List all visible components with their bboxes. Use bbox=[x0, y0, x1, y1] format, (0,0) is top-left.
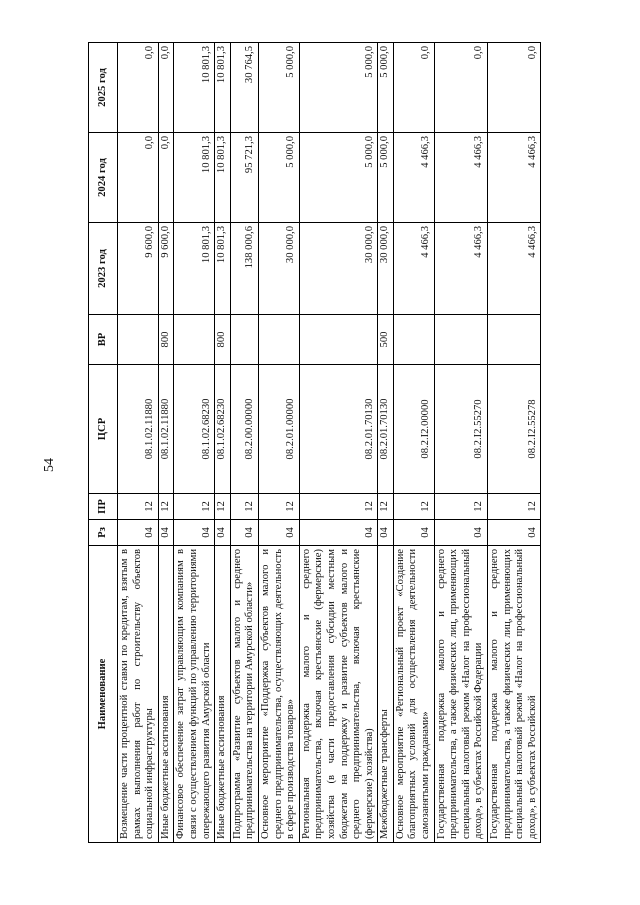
row-2023: 138 000,6 bbox=[230, 223, 258, 315]
row-rz: 04 bbox=[158, 520, 174, 546]
row-name: Иные бюджетные ассигнования bbox=[215, 546, 231, 843]
row-2025: 0,0 bbox=[158, 43, 174, 133]
row-vr bbox=[299, 315, 378, 365]
row-rz: 04 bbox=[174, 520, 215, 546]
header-csr: ЦСР bbox=[89, 365, 118, 494]
row-2024: 4 466,3 bbox=[393, 133, 434, 223]
row-pr: 12 bbox=[174, 494, 215, 520]
row-2025: 30 764,5 bbox=[230, 43, 258, 133]
row-2023: 9 600,0 bbox=[118, 223, 159, 315]
row-2025: 0,0 bbox=[488, 43, 541, 133]
row-rz: 04 bbox=[434, 520, 487, 546]
row-csr: 08.1.02.11880 bbox=[118, 365, 159, 494]
row-2023: 4 466,3 bbox=[488, 223, 541, 315]
row-2024: 10 801,3 bbox=[215, 133, 231, 223]
row-pr: 12 bbox=[299, 494, 378, 520]
row-2023: 4 466,3 bbox=[393, 223, 434, 315]
header-name: Наименование bbox=[89, 546, 118, 843]
row-2023: 10 801,3 bbox=[174, 223, 215, 315]
row-csr: 08.2.I2.00000 bbox=[393, 365, 434, 494]
row-csr: 08.2.I2.55270 bbox=[434, 365, 487, 494]
row-pr: 12 bbox=[158, 494, 174, 520]
header-2025: 2025 год bbox=[89, 43, 118, 133]
table-header-row bbox=[89, 43, 118, 843]
row-2023: 30 000,0 bbox=[258, 223, 299, 315]
row-pr: 12 bbox=[378, 494, 394, 520]
table-row bbox=[158, 43, 174, 843]
table-row bbox=[393, 43, 434, 843]
header-pr: ПР bbox=[89, 494, 118, 520]
row-pr: 12 bbox=[118, 494, 159, 520]
row-csr: 08.2.00.00000 bbox=[230, 365, 258, 494]
row-csr: 08.2.01.70130 bbox=[378, 365, 394, 494]
row-pr: 12 bbox=[215, 494, 231, 520]
row-csr: 08.1.02.68230 bbox=[174, 365, 215, 494]
row-name: Иные бюджетные ассигнования bbox=[158, 546, 174, 843]
row-2023: 30 000,0 bbox=[378, 223, 394, 315]
row-2023: 9 600,0 bbox=[158, 223, 174, 315]
row-csr: 08.1.02.68230 bbox=[215, 365, 231, 494]
table-row bbox=[215, 43, 231, 843]
row-2023: 30 000,0 bbox=[299, 223, 378, 315]
row-2025: 10 801,3 bbox=[174, 43, 215, 133]
row-pr: 12 bbox=[230, 494, 258, 520]
row-2025: 10 801,3 bbox=[215, 43, 231, 133]
row-2025: 0,0 bbox=[434, 43, 487, 133]
header-2024: 2024 год bbox=[89, 133, 118, 223]
row-2024: 5 000,0 bbox=[378, 133, 394, 223]
row-rz: 04 bbox=[299, 520, 378, 546]
row-rz: 04 bbox=[488, 520, 541, 546]
header-vr: ВР bbox=[89, 315, 118, 365]
row-vr bbox=[488, 315, 541, 365]
row-2024: 5 000,0 bbox=[258, 133, 299, 223]
header-rz: Рз bbox=[89, 520, 118, 546]
page-number: 54 bbox=[42, 458, 57, 472]
row-name: Финансовое обеспечение затрат управляющим компаниям в связи с осуществлением функций по управлению территориями опережающего развития Амурской области bbox=[174, 546, 215, 843]
table-row bbox=[299, 43, 378, 843]
budget-table bbox=[88, 42, 541, 843]
row-2025: 5 000,0 bbox=[378, 43, 394, 133]
row-vr: 800 bbox=[215, 315, 231, 365]
rotated-table-container bbox=[88, 43, 632, 843]
table-row bbox=[118, 43, 159, 843]
row-csr: 08.2.I2.55278 bbox=[488, 365, 541, 494]
row-vr bbox=[393, 315, 434, 365]
row-2024: 5 000,0 bbox=[299, 133, 378, 223]
row-rz: 04 bbox=[215, 520, 231, 546]
row-name: Основное мероприятие «Поддержка субъектов малого и среднего предпринимательства, осуществляющих деятельность в сфере производства товаров» bbox=[258, 546, 299, 843]
row-rz: 04 bbox=[393, 520, 434, 546]
row-2024: 0,0 bbox=[118, 133, 159, 223]
row-2024: 0,0 bbox=[158, 133, 174, 223]
table-row bbox=[258, 43, 299, 843]
row-2024: 4 466,3 bbox=[434, 133, 487, 223]
header-2023: 2023 год bbox=[89, 223, 118, 315]
row-csr: 08.1.02.11880 bbox=[158, 365, 174, 494]
row-rz: 04 bbox=[230, 520, 258, 546]
row-name: Государственная поддержка малого и среднего предпринимательства, а также физических лиц, применяющих специальный налоговый режим «Налог на профессиональный доход», в субъектах Российской bbox=[488, 546, 541, 843]
row-2025: 0,0 bbox=[393, 43, 434, 133]
table-row bbox=[174, 43, 215, 843]
row-pr: 12 bbox=[434, 494, 487, 520]
row-vr bbox=[434, 315, 487, 365]
table-row bbox=[230, 43, 258, 843]
row-2024: 4 466,3 bbox=[488, 133, 541, 223]
row-vr bbox=[174, 315, 215, 365]
table-row bbox=[488, 43, 541, 843]
row-name: Государственная поддержка малого и среднего предпринимательства, а также физических лиц, применяющих специальный налоговый режим «Налог на профессиональный доход», в субъектах Российской Федерации bbox=[434, 546, 487, 843]
row-vr bbox=[258, 315, 299, 365]
row-2025: 5 000,0 bbox=[258, 43, 299, 133]
row-pr: 12 bbox=[488, 494, 541, 520]
row-vr: 800 bbox=[158, 315, 174, 365]
table-row bbox=[434, 43, 487, 843]
row-2024: 95 721,3 bbox=[230, 133, 258, 223]
table-row bbox=[378, 43, 394, 843]
row-2024: 10 801,3 bbox=[174, 133, 215, 223]
row-vr: 500 bbox=[378, 315, 394, 365]
row-2023: 4 466,3 bbox=[434, 223, 487, 315]
row-name: Основное мероприятие «Региональный проект «Создание благоприятных условий для осуществления деятельности самозанятыми гражданами» bbox=[393, 546, 434, 843]
row-name: Возмещение части процентной ставки по кредитам, взятым в рамках выполнения работ по строительству объектов социальной инфраструктуры bbox=[118, 546, 159, 843]
row-csr: 08.2.01.00000 bbox=[258, 365, 299, 494]
row-2023: 10 801,3 bbox=[215, 223, 231, 315]
row-rz: 04 bbox=[118, 520, 159, 546]
row-2025: 0,0 bbox=[118, 43, 159, 133]
row-csr: 08.2.01.70130 bbox=[299, 365, 378, 494]
row-name: Межбюджетные трансферты bbox=[378, 546, 394, 843]
row-2025: 5 000,0 bbox=[299, 43, 378, 133]
row-name: Региональная поддержка малого и среднего предпринимательства, включая крестьянские (фермерские) хозяйства (в части предоставления субсидии местным бюджетам на поддержку и развитие субъектов малого и среднего предпринимательства, включая крестьянские (фермерские) хозяйства) bbox=[299, 546, 378, 843]
row-rz: 04 bbox=[258, 520, 299, 546]
row-rz: 04 bbox=[378, 520, 394, 546]
row-vr bbox=[230, 315, 258, 365]
row-pr: 12 bbox=[258, 494, 299, 520]
row-vr bbox=[118, 315, 159, 365]
row-pr: 12 bbox=[393, 494, 434, 520]
row-name: Подпрограмма «Развитие субъектов малого и среднего предпринимательства на территории Амурской области» bbox=[230, 546, 258, 843]
